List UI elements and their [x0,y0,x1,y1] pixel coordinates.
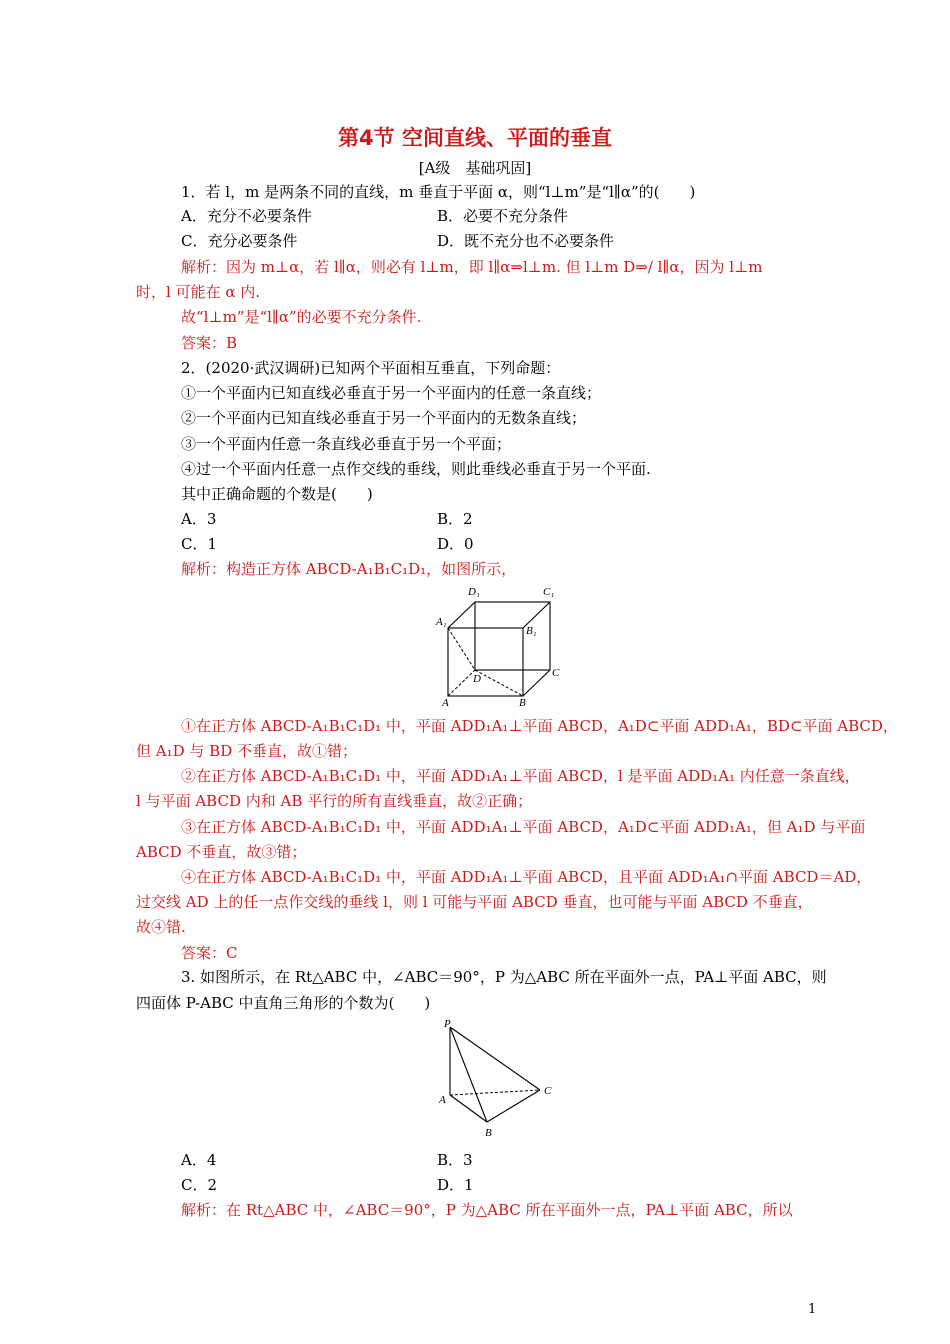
q2-solution-intro: 解析：构造正方体 ABCD-A₁B₁C₁D₁，如图所示， [181,560,517,578]
q2-option-c: C．1 [181,535,218,553]
q2-solution-3b: ABCD 不垂直，故③错； [136,843,307,861]
cube-label-b1: B₁ [526,625,537,637]
cube-label-c: C [552,667,560,679]
q1-solution-line3: 故“l⊥m”是“l∥α”的必要不充分条件. [181,308,422,326]
q2-proposition-2: ②一个平面内已知直线必垂直于另一个平面内的无数条直线； [181,409,587,427]
q2-solution-2b: l 与平面 ABCD 内和 AB 平行的所有直线垂直，故②正确； [136,792,533,810]
q3-option-c: C．2 [181,1176,218,1194]
q1-stem: 1．若 l，m 是两条不同的直线，m 垂直于平面 α，则“l⊥m”是“l∥α”的( ) [181,183,696,201]
q2-solution-1a: ①在正方体 ABCD-A₁B₁C₁D₁ 中，平面 ADD₁A₁⊥平面 ABCD，A₁D⊂平面 ADD₁A₁，BD⊂平面 ABCD， [181,717,898,735]
page-number: 1 [808,1302,817,1317]
cube-label-d: D [473,673,481,685]
q2-proposition-4: ④过一个平面内任意一点作交线的垂线，则此垂线必垂直于另一个平面. [181,460,651,478]
q1-solution-line2: 时，l 可能在 α 内. [136,283,260,301]
q2-option-d: D．0 [437,535,474,553]
q2-solution-4b: 过交线 AD 上的任一点作交线的垂线 l，则 l 可能与平面 ABCD 垂直，也可能与平面 ABCD 不垂直， [136,893,813,911]
q2-solution-1b: 但 A₁D 与 BD 不垂直，故①错； [136,742,357,760]
q3-option-a: A．4 [181,1151,217,1169]
cube-label-a: A [442,697,449,708]
q2-stem: 2．(2020·武汉调研)已知两个平面相互垂直，下列命题： [181,359,561,377]
q2-option-a: A．3 [181,510,217,528]
q2-option-b: B．2 [437,510,473,528]
section-subtitle: [A级 基础巩固] [418,159,532,177]
q3-option-b: B．3 [437,1151,473,1169]
q1-answer: 答案：B [181,334,238,352]
q2-proposition-3: ③一个平面内任意一条直线必垂直于另一个平面； [181,435,512,453]
q1-option-a: A．充分不必要条件 [181,207,312,225]
q2-solution-2a: ②在正方体 ABCD-A₁B₁C₁D₁ 中，平面 ADD₁A₁⊥平面 ABCD，l 是平面 ADD₁A₁ 内任意一条直线， [181,767,860,785]
q2-question: 其中正确命题的个数是( ) [181,485,373,503]
q2-solution-4a: ④在正方体 ABCD-A₁B₁C₁D₁ 中，平面 ADD₁A₁⊥平面 ABCD，且平面 ADD₁A₁∩平面 ABCD＝AD， [181,868,872,886]
q1-option-b: B．必要不充分条件 [437,207,569,225]
cube-figure [430,582,565,708]
tetra-label-c: C [544,1085,552,1097]
q1-option-c: C．充分必要条件 [181,232,298,250]
q3-stem-line1: 3. 如图所示，在 Rt△ABC 中，∠ABC＝90°，P 为△ABC 所在平面外一点，PA⊥平面 ABC，则 [181,968,827,986]
tetra-label-b: B [485,1127,492,1139]
tetra-label-a: A [439,1094,446,1106]
cube-label-b: B [519,697,526,708]
tetrahedron-figure [435,1015,565,1143]
q3-option-d: D．1 [437,1176,474,1194]
q2-answer: 答案：C [181,944,238,962]
page-title: 第4节 空间直线、平面的垂直 [338,126,612,150]
q3-stem-line2: 四面体 P-ABC 中直角三角形的个数为( ) [136,994,431,1012]
tetra-label-p: P [444,1018,451,1030]
q1-option-d: D．既不充分也不必要条件 [437,232,615,250]
q2-solution-3a: ③在正方体 ABCD-A₁B₁C₁D₁ 中，平面 ADD₁A₁⊥平面 ABCD，A₁D⊂平面 ADD₁A₁，但 A₁D 与平面 [181,818,866,836]
q2-proposition-1: ①一个平面内已知直线必垂直于另一个平面内的任意一条直线； [181,384,602,402]
cube-label-a1: A₁ [436,616,447,628]
q2-solution-4c: 故④错. [136,918,186,936]
q3-solution-line1: 解析：在 Rt△ABC 中，∠ABC＝90°，P 为△ABC 所在平面外一点，PA⊥平面 ABC，所以 [181,1201,793,1219]
q1-solution-line1: 解析：因为 m⊥α，若 l∥α，则必有 l⊥m，即 l∥α⇒l⊥m. 但 l⊥m D⇒/ l∥α，因为 l⊥m [181,258,763,276]
cube-label-c1: C₁ [543,586,555,598]
cube-label-d1: D₁ [468,586,480,598]
